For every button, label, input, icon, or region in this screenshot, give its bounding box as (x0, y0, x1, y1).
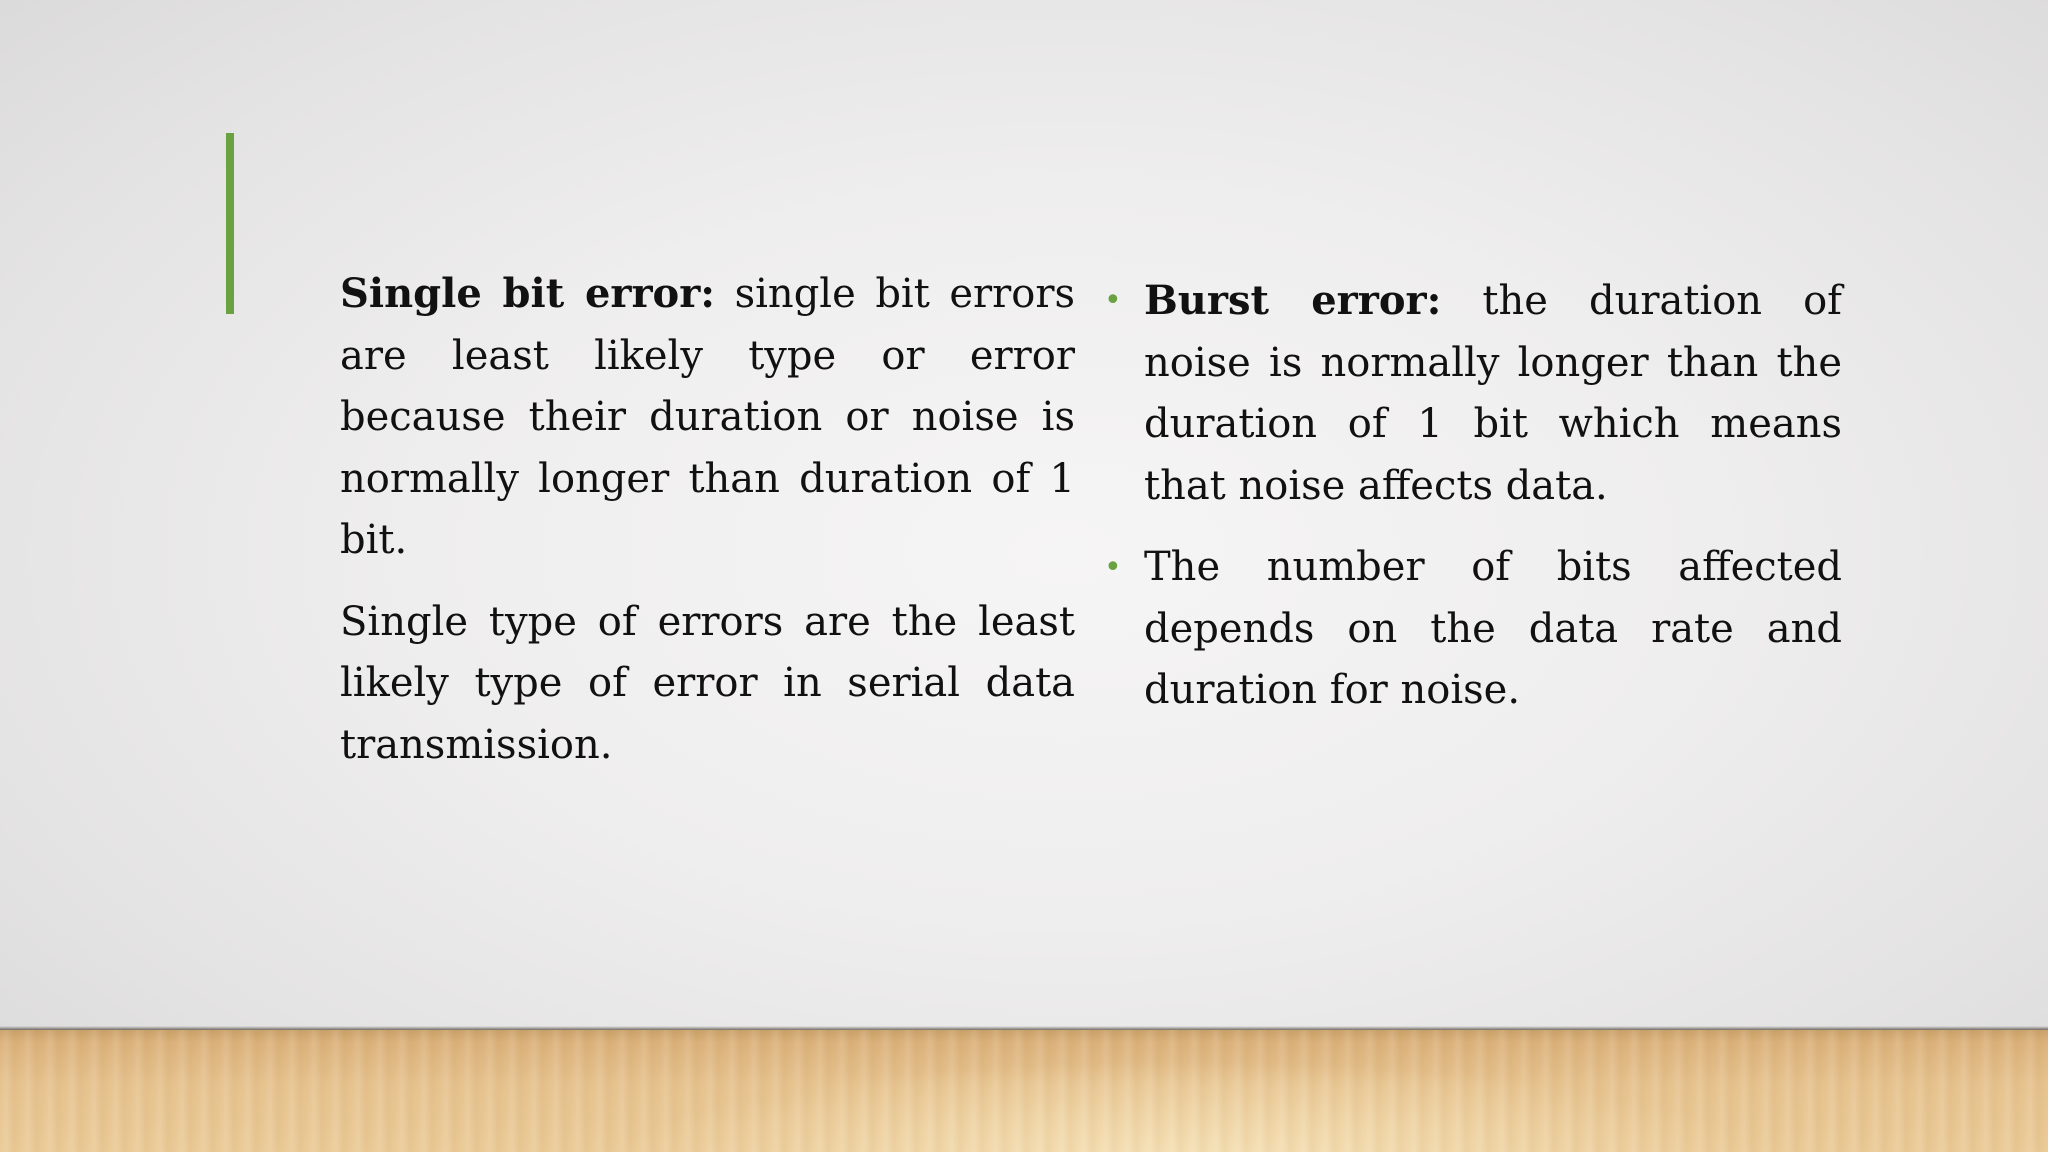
left-text-column (340, 263, 1075, 796)
single-bit-error-definition: single bit errors are least likely type or error because their duration or noise is normally longer than duration of 1 bit. (340, 271, 1075, 563)
burst-error-definition: the duration of noise is normally longer than the duration of 1 bit which means that noise affects data. (1144, 278, 1842, 509)
bullet-icon: • (1104, 550, 1122, 585)
burst-error-term: Burst error: (1144, 277, 1442, 324)
bits-affected-text: The number of bits affected depends on the data rate and duration for noise. (1144, 544, 1842, 713)
accent-bar (226, 133, 234, 314)
single-type-errors-paragraph: Single type of errors are the least likely type of error in serial data transmission. (340, 598, 1075, 768)
single-bit-error-paragraph (340, 263, 1075, 572)
bullet-icon: • (1104, 283, 1122, 318)
bullet-item-bits-affected (1104, 537, 1842, 722)
bullet-item-burst-error (1104, 270, 1842, 517)
right-bullet-list (1104, 270, 1842, 742)
wood-floor (0, 1030, 2048, 1152)
single-bit-error-term: Single bit error: (340, 270, 716, 317)
